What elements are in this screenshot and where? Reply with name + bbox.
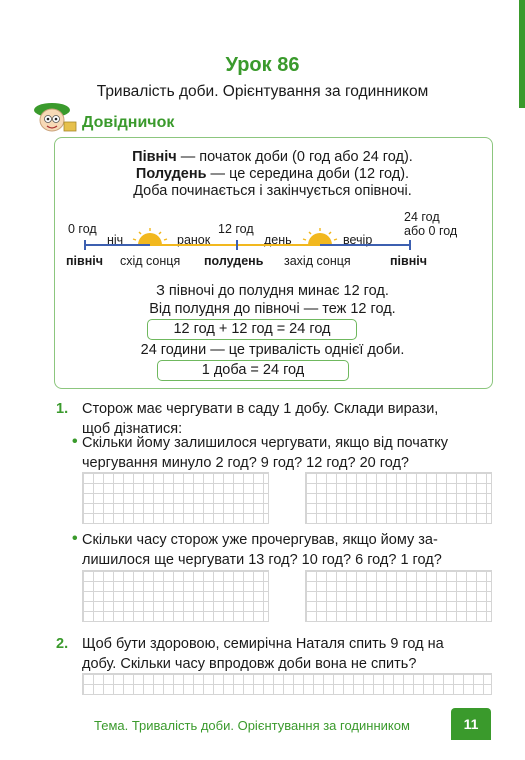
page-number: 11 <box>451 708 491 740</box>
task-1-number: 1. <box>56 401 69 417</box>
task-2-number: 2. <box>56 636 69 652</box>
answer-grid-1b-right[interactable] <box>305 570 492 622</box>
timeline-evening: вечір <box>343 233 373 247</box>
task-1-line-2: щоб дізнатися: <box>82 421 183 437</box>
formula-one-day: 1 доба = 24 год <box>157 360 349 381</box>
timeline-midnight-end: північ <box>390 254 427 268</box>
footer-topic: Тема. Тривалість доби. Орієнтування за годинником <box>94 718 410 733</box>
definition-midnight-text: — початок доби (0 год або 24 год). <box>176 149 413 165</box>
fact-morning-half: З півночі до полудня минає 12 год. <box>156 283 389 299</box>
day-rule: Доба починається і закінчується опівночі. <box>133 183 412 199</box>
timeline-midnight-start: північ <box>66 254 103 268</box>
task-1a-line-2: чергування минуло 2 год? 9 год? 12 год? 20 год? <box>82 455 409 471</box>
definition-noon-text: — це середина доби (12 год). <box>206 166 410 182</box>
task-1b-line-1: Скільки часу сторож уже прочергував, якщо йому за- <box>82 532 438 548</box>
definition-noon <box>54 166 491 182</box>
timeline-morning: ранок <box>177 233 211 247</box>
sunset-icon <box>303 228 337 245</box>
timeline-night: ніч <box>107 233 124 247</box>
lesson-subtitle: Тривалість доби. Орієнтування за годинником <box>96 83 429 100</box>
task-2-line-2: добу. Скільки часу впродовж доби вона не спить? <box>82 656 417 672</box>
answer-grid-1a-left[interactable] <box>82 472 269 524</box>
sunrise-icon <box>133 228 167 245</box>
timeline-day: день <box>264 233 292 247</box>
timeline-noon: полудень <box>204 254 264 268</box>
task-2-line-1: Щоб бути здоровою, семирічна Наталя спить 9 год на <box>82 636 444 652</box>
timeline-sunrise: схід сонця <box>120 254 181 268</box>
timeline <box>80 222 440 252</box>
formula-day-sum: 12 год + 12 год = 24 год <box>147 319 357 340</box>
fact-evening-half: Від полудня до півночі — теж 12 год. <box>149 301 396 317</box>
task-1a-line-1: Скільки йому залишилося чергувати, якщо від початку <box>82 435 448 451</box>
answer-grid-1b-left[interactable] <box>82 570 269 622</box>
helper-title: Довідничок <box>82 114 175 131</box>
answer-grid-2[interactable] <box>82 673 492 695</box>
task-1-question-b <box>82 530 492 570</box>
mascot-icon <box>30 98 80 138</box>
term-noon: Полудень <box>135 166 207 182</box>
term-midnight: Північ <box>132 149 177 165</box>
timeline-label-0h: 0 год <box>68 222 97 236</box>
task-1-line-1: Сторож має чергувати в саду 1 добу. Склади вирази, <box>82 401 439 417</box>
lesson-title: Урок 86 <box>225 54 300 76</box>
answer-grid-1a-right[interactable] <box>305 472 492 524</box>
fact-day-length: 24 години — це тривалість однієї доби. <box>140 342 405 358</box>
timeline-label-or-0h: або 0 год <box>404 224 458 238</box>
timeline-label-24h: 24 год <box>404 210 440 224</box>
task-1b-line-2: лишилося ще чергувати 13 год? 10 год? 6 год? 1 год? <box>82 552 442 568</box>
definition-midnight <box>54 149 491 165</box>
task-2-text <box>82 634 492 674</box>
task-1-question-a <box>82 433 492 473</box>
bullet-icon: • <box>72 433 78 450</box>
timeline-sunset: захід сонця <box>284 254 351 268</box>
timeline-label-12h: 12 год <box>218 222 254 236</box>
bullet-icon: • <box>72 530 78 547</box>
